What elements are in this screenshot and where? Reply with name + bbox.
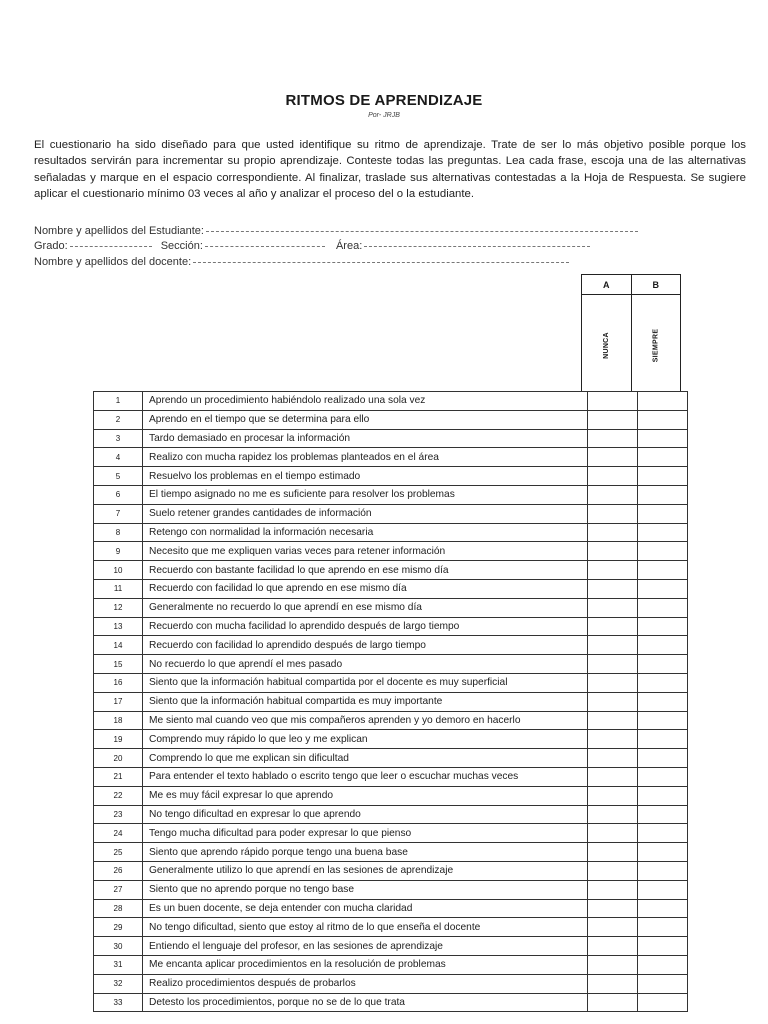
question-text: Detesto los procedimientos, porque no se de lo que trata <box>143 993 588 1012</box>
table-row <box>94 410 688 429</box>
question-text: Aprendo en el tiempo que se determina para ello <box>143 410 588 429</box>
answer-box-nunca[interactable] <box>588 448 638 467</box>
question-text: Siento que aprendo rápido porque tengo una buena base <box>143 843 588 862</box>
table-row <box>94 899 688 918</box>
question-number: 29 <box>94 918 143 937</box>
question-number: 20 <box>94 749 143 768</box>
table-row <box>94 429 688 448</box>
answer-box-siempre[interactable] <box>638 579 688 598</box>
question-number: 16 <box>94 673 143 692</box>
question-number: 30 <box>94 937 143 956</box>
question-number: 18 <box>94 711 143 730</box>
question-number: 25 <box>94 843 143 862</box>
answer-box-nunca[interactable] <box>588 467 638 486</box>
answer-box-nunca[interactable] <box>588 749 638 768</box>
table-row <box>94 636 688 655</box>
answer-box-siempre[interactable] <box>638 598 688 617</box>
question-text: Generalmente utilizo lo que aprendí en las sesiones de aprendizaje <box>143 861 588 880</box>
answer-box-siempre[interactable] <box>638 918 688 937</box>
answer-box-nunca[interactable] <box>588 410 638 429</box>
student-name-label: Nombre y apellidos del Estudiante: <box>34 225 204 237</box>
answer-box-nunca[interactable] <box>588 824 638 843</box>
question-number: 26 <box>94 861 143 880</box>
answer-box-siempre[interactable] <box>638 636 688 655</box>
question-text: Comprendo lo que me explican sin dificultad <box>143 749 588 768</box>
answer-box-siempre[interactable] <box>638 504 688 523</box>
answer-box-nunca[interactable] <box>588 655 638 674</box>
question-number: 21 <box>94 767 143 786</box>
question-text: Necesito que me expliquen varias veces para retener información <box>143 542 588 561</box>
section-label: Sección: <box>160 240 203 252</box>
answer-box-siempre[interactable] <box>638 448 688 467</box>
answer-box-siempre[interactable] <box>638 805 688 824</box>
question-text: Realizo con mucha rapidez los problemas planteados en el área <box>143 448 588 467</box>
answer-box-siempre[interactable] <box>638 937 688 956</box>
table-row <box>94 918 688 937</box>
answer-box-siempre[interactable] <box>638 692 688 711</box>
answer-box-nunca[interactable] <box>588 617 638 636</box>
answer-box-siempre[interactable] <box>638 523 688 542</box>
answer-box-siempre[interactable] <box>638 861 688 880</box>
question-text: Generalmente no recuerdo lo que aprendí en ese mismo día <box>143 598 588 617</box>
teacher-name-label: Nombre y apellidos del docente: <box>34 256 192 268</box>
table-row <box>94 880 688 899</box>
table-row <box>94 692 688 711</box>
answer-box-nunca[interactable] <box>588 937 638 956</box>
answer-box-siempre[interactable] <box>638 955 688 974</box>
question-text: Suelo retener grandes cantidades de información <box>143 504 588 523</box>
table-row <box>94 598 688 617</box>
table-row <box>94 974 688 993</box>
answer-box-nunca[interactable] <box>588 636 638 655</box>
table-row <box>94 843 688 862</box>
answer-box-nunca[interactable] <box>588 899 638 918</box>
question-number: 22 <box>94 786 143 805</box>
column-a-word-cell <box>582 295 632 392</box>
question-text: Recuerdo con facilidad lo que aprendo en ese mismo día <box>143 579 588 598</box>
question-number: 24 <box>94 824 143 843</box>
question-text: Tardo demasiado en procesar la información <box>143 429 588 448</box>
table-row <box>94 448 688 467</box>
answer-box-siempre[interactable] <box>638 899 688 918</box>
question-number: 15 <box>94 655 143 674</box>
grade-section-area-field <box>34 240 590 252</box>
question-number: 32 <box>94 974 143 993</box>
table-row <box>94 993 688 1012</box>
answer-box-nunca[interactable] <box>588 485 638 504</box>
question-text: El tiempo asignado no me es suficiente para resolver los problemas <box>143 485 588 504</box>
table-row <box>94 730 688 749</box>
answer-box-siempre[interactable] <box>638 542 688 561</box>
question-text: Para entender el texto hablado o escrito tengo que leer o escuchar muchas veces <box>143 767 588 786</box>
question-text: Siento que no aprendo porque no tengo base <box>143 880 588 899</box>
question-number: 33 <box>94 993 143 1012</box>
answer-box-siempre[interactable] <box>638 824 688 843</box>
answer-box-nunca[interactable] <box>588 711 638 730</box>
question-text: No recuerdo lo que aprendí el mes pasado <box>143 655 588 674</box>
question-number: 9 <box>94 542 143 561</box>
table-row <box>94 937 688 956</box>
answer-box-siempre[interactable] <box>638 655 688 674</box>
question-number: 27 <box>94 880 143 899</box>
answer-box-nunca[interactable] <box>588 786 638 805</box>
answer-box-siempre[interactable] <box>638 467 688 486</box>
column-a-letter: A <box>582 275 632 295</box>
answer-box-siempre[interactable] <box>638 749 688 768</box>
answer-box-siempre[interactable] <box>638 974 688 993</box>
table-row <box>94 485 688 504</box>
question-text: Resuelvo los problemas en el tiempo estimado <box>143 467 588 486</box>
answer-box-nunca[interactable] <box>588 955 638 974</box>
answer-box-siempre[interactable] <box>638 880 688 899</box>
section-line[interactable] <box>205 246 325 247</box>
question-text: Aprendo un procedimiento habiéndolo realizado una sola vez <box>143 392 588 411</box>
question-number: 12 <box>94 598 143 617</box>
table-row <box>94 579 688 598</box>
answer-column-header <box>581 274 681 392</box>
answer-box-siempre[interactable] <box>638 617 688 636</box>
answer-box-siempre[interactable] <box>638 485 688 504</box>
question-number: 14 <box>94 636 143 655</box>
question-text: Me encanta aplicar procedimientos en la resolución de problemas <box>143 955 588 974</box>
column-b-letter: B <box>631 275 681 295</box>
question-number: 1 <box>94 392 143 411</box>
question-number: 13 <box>94 617 143 636</box>
question-text: Me siento mal cuando veo que mis compañeros aprenden y yo demoro en hacerlo <box>143 711 588 730</box>
answer-box-nunca[interactable] <box>588 974 638 993</box>
table-row <box>94 749 688 768</box>
answer-box-siempre[interactable] <box>638 993 688 1012</box>
table-row <box>94 523 688 542</box>
answer-box-siempre[interactable] <box>638 786 688 805</box>
question-number: 19 <box>94 730 143 749</box>
question-text: Retengo con normalidad la información necesaria <box>143 523 588 542</box>
answer-box-nunca[interactable] <box>588 805 638 824</box>
answer-box-nunca[interactable] <box>588 692 638 711</box>
question-text: Tengo mucha dificultad para poder expresar lo que pienso <box>143 824 588 843</box>
answer-box-nunca[interactable] <box>588 861 638 880</box>
answer-box-nunca[interactable] <box>588 561 638 580</box>
answer-box-siempre[interactable] <box>638 561 688 580</box>
question-text: Es un buen docente, se deja entender con mucha claridad <box>143 899 588 918</box>
question-number: 2 <box>94 410 143 429</box>
answer-box-nunca[interactable] <box>588 993 638 1012</box>
answer-box-siempre[interactable] <box>638 730 688 749</box>
question-number: 10 <box>94 561 143 580</box>
area-line[interactable] <box>364 246 590 247</box>
table-row <box>94 467 688 486</box>
question-number: 8 <box>94 523 143 542</box>
grade-label: Grado: <box>34 240 68 252</box>
answer-box-siempre[interactable] <box>638 843 688 862</box>
answer-box-nunca[interactable] <box>588 504 638 523</box>
table-row <box>94 561 688 580</box>
table-row <box>94 824 688 843</box>
table-row <box>94 767 688 786</box>
table-row <box>94 955 688 974</box>
answer-box-siempre[interactable] <box>638 392 688 411</box>
answer-box-siempre[interactable] <box>638 410 688 429</box>
question-number: 3 <box>94 429 143 448</box>
area-label: Área: <box>335 240 363 252</box>
table-row <box>94 542 688 561</box>
question-number: 4 <box>94 448 143 467</box>
question-text: Realizo procedimientos después de probarlos <box>143 974 588 993</box>
question-number: 7 <box>94 504 143 523</box>
question-text: Recuerdo con bastante facilidad lo que aprendo en ese mismo día <box>143 561 588 580</box>
answer-box-nunca[interactable] <box>588 392 638 411</box>
question-text: No tengo dificultad en expresar lo que aprendo <box>143 805 588 824</box>
instructions-paragraph: El cuestionario ha sido diseñado para que usted identifique su ritmo de aprendizaje. Trate de ser lo más objetivo posible porque los resultados servirán para incrementar su propio aprendizaje. Conteste todas las preguntas. Lea cada frase, escoja una de las alternativas señaladas y marque en el espacio correspondiente. Al finalizar, traslade sus alternativas contestadas a la Hoja de Respuesta. Se sugiere aplicar el cuestionario mínimo 03 veces al año y analizar el proceso del o la estudiante. <box>34 139 746 201</box>
table-row <box>94 711 688 730</box>
student-name-field <box>34 225 638 237</box>
column-b-word: SIEMPRE <box>652 328 660 363</box>
question-text: Comprendo muy rápido lo que leo y me explican <box>143 730 588 749</box>
answer-box-siempre[interactable] <box>638 711 688 730</box>
question-number: 6 <box>94 485 143 504</box>
answer-box-nunca[interactable] <box>588 843 638 862</box>
answer-box-nunca[interactable] <box>588 730 638 749</box>
teacher-name-line[interactable] <box>193 262 569 263</box>
answer-box-siempre[interactable] <box>638 673 688 692</box>
questions-table <box>93 391 688 1012</box>
answer-box-nunca[interactable] <box>588 579 638 598</box>
question-text: Recuerdo con mucha facilidad lo aprendido después de largo tiempo <box>143 617 588 636</box>
answer-box-nunca[interactable] <box>588 542 638 561</box>
table-row <box>94 655 688 674</box>
question-number: 5 <box>94 467 143 486</box>
table-row <box>94 673 688 692</box>
answer-box-siempre[interactable] <box>638 767 688 786</box>
document-title: RITMOS DE APRENDIZAJE <box>285 92 483 109</box>
question-text: Entiendo el lenguaje del profesor, en las sesiones de aprendizaje <box>143 937 588 956</box>
question-text: Siento que la información habitual compartida por el docente es muy superficial <box>143 673 588 692</box>
answer-box-nunca[interactable] <box>588 767 638 786</box>
column-b-word-cell <box>631 295 681 392</box>
table-row <box>94 805 688 824</box>
question-text: Me es muy fácil expresar lo que aprendo <box>143 786 588 805</box>
column-a-word: NUNCA <box>602 332 610 359</box>
question-text: Siento que la información habitual compartida es muy importante <box>143 692 588 711</box>
answer-box-nunca[interactable] <box>588 598 638 617</box>
answer-box-siempre[interactable] <box>638 429 688 448</box>
student-name-line[interactable] <box>206 231 638 232</box>
question-number: 17 <box>94 692 143 711</box>
table-row <box>94 392 688 411</box>
question-number: 23 <box>94 805 143 824</box>
question-number: 11 <box>94 579 143 598</box>
teacher-name-field <box>34 256 569 268</box>
grade-line[interactable] <box>70 246 152 247</box>
answer-box-nunca[interactable] <box>588 523 638 542</box>
question-text: Recuerdo con facilidad lo aprendido después de largo tiempo <box>143 636 588 655</box>
table-row <box>94 861 688 880</box>
table-row <box>94 504 688 523</box>
answer-box-nunca[interactable] <box>588 429 638 448</box>
author-byline: Por- JRJB <box>368 112 400 119</box>
answer-box-nunca[interactable] <box>588 673 638 692</box>
question-number: 28 <box>94 899 143 918</box>
answer-box-nunca[interactable] <box>588 880 638 899</box>
answer-box-nunca[interactable] <box>588 918 638 937</box>
table-row <box>94 617 688 636</box>
question-text: No tengo dificultad, siento que estoy al ritmo de lo que enseña el docente <box>143 918 588 937</box>
table-row <box>94 786 688 805</box>
question-number: 31 <box>94 955 143 974</box>
